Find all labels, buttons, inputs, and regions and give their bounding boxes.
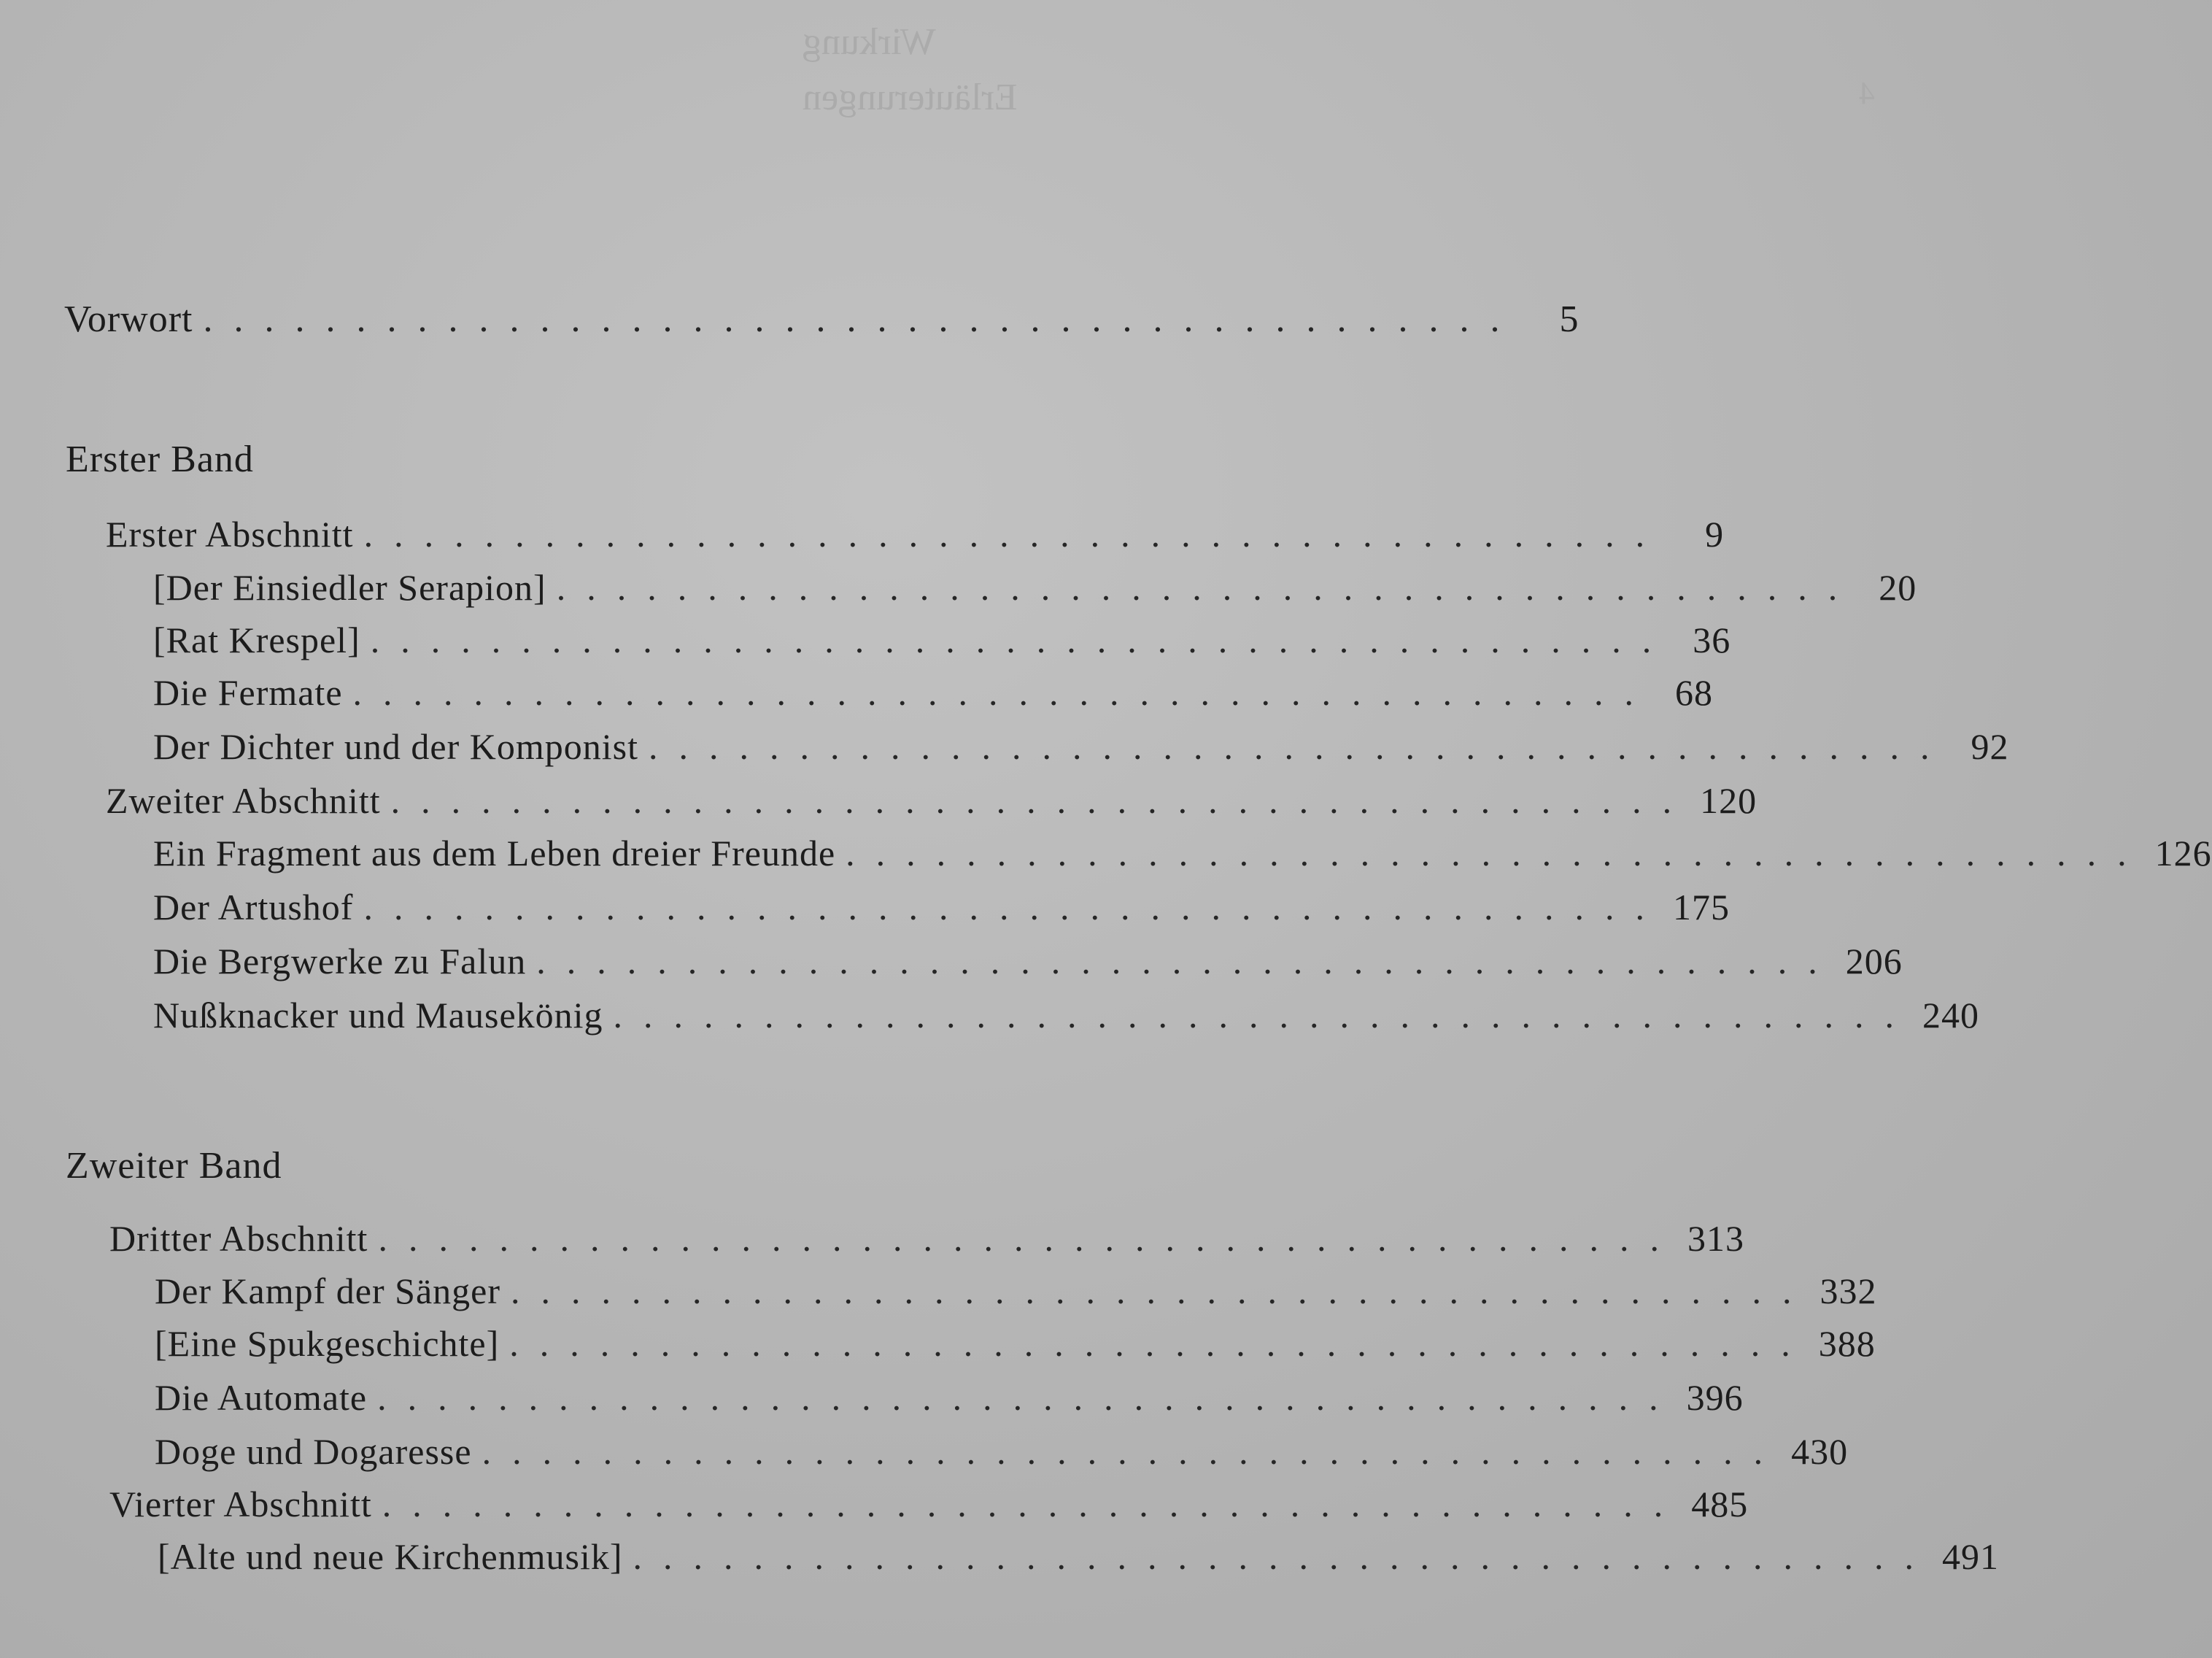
toc-entry-page: 20 (1879, 567, 1917, 608)
leader-dots: ........................................... (377, 1377, 1679, 1418)
toc-entry-page: 491 (1942, 1536, 2000, 1577)
toc-entry-page: 332 (1820, 1271, 1877, 1311)
toc-entry-page: 240 (1922, 995, 1980, 1036)
toc-entry-title: Der Artushof (153, 887, 354, 928)
toc-entry-vorwort (64, 298, 1579, 341)
toc-entry-page: 68 (1675, 672, 1714, 713)
toc-entry-title: Der Dichter und der Komponist (153, 726, 638, 767)
toc-entry-title: [Der Einsiedler Serapion] (153, 567, 546, 608)
leader-dots: ........................................... (363, 887, 1666, 928)
toc-section-entry (109, 1483, 1749, 1525)
toc-entry-title: Ein Fragment aus dem Leben dreier Freunde (153, 833, 836, 874)
volume-heading-erster-band: Erster Band (66, 439, 254, 480)
toc-entry (155, 1430, 1849, 1473)
leader-dots: ........................................... (352, 672, 1655, 713)
toc-entry-page: 126 (2154, 833, 2212, 874)
toc-section-entry (106, 513, 1725, 555)
leader-dots: ........................................... (390, 780, 1693, 821)
toc-entry (155, 1270, 1877, 1312)
toc-entry-page: 120 (1700, 780, 1757, 821)
toc-entry (153, 725, 2009, 768)
bleed-through-line: Erläuterungen (803, 77, 1018, 118)
leader-dots: ........................................... (613, 995, 1916, 1036)
toc-entry-title: Nußknacker und Mausekönig (153, 995, 603, 1036)
toc-entry-page: 175 (1672, 887, 1730, 928)
toc-entry-title: Der Kampf der Sänger (155, 1271, 500, 1311)
bleed-through-line: Wirkung (803, 21, 936, 63)
toc-entry (153, 566, 1917, 609)
leader-dots: ........................................... (382, 1484, 1685, 1524)
toc-entry-title: Dritter Abschnitt (109, 1218, 368, 1259)
leader-dots: ........................................... (510, 1271, 1813, 1311)
toc-entry (153, 619, 1731, 661)
toc-entry-title: Die Automate (155, 1377, 368, 1418)
toc-entry-title: Die Bergwerke zu Falun (153, 941, 527, 982)
leader-dots: ........................................... (370, 620, 1673, 660)
toc-entry-title: Erster Abschnitt (106, 514, 354, 555)
toc-entry-page: 5 (1559, 298, 1579, 340)
toc-section-entry (106, 779, 1757, 822)
bleed-through-text (803, 15, 1875, 126)
toc-entry-page: 313 (1687, 1218, 1744, 1259)
toc-entry (153, 940, 1903, 982)
toc-entry-page: 388 (1818, 1323, 1876, 1364)
toc-entry-page: 36 (1693, 620, 1731, 660)
toc-entry (153, 994, 1980, 1036)
toc-entry-title: Vorwort (64, 298, 193, 340)
leader-dots: ........................................... (482, 1431, 1784, 1472)
toc-entry (155, 1376, 1744, 1419)
toc-entry-page: 206 (1845, 941, 1903, 982)
leader-dots: ........................................... (378, 1218, 1680, 1259)
leader-dots: ........................................... (509, 1323, 1811, 1364)
toc-entry-title: [Eine Spukgeschichte] (155, 1323, 500, 1364)
leader-dots: ........................................... (633, 1536, 1936, 1577)
toc-entry (153, 671, 1714, 714)
toc-entry (153, 886, 1730, 928)
leader-dots: ........................................... (363, 514, 1666, 555)
toc-entry-page: 430 (1791, 1431, 1849, 1472)
toc-section-entry (109, 1217, 1744, 1260)
toc-entry-page: 485 (1691, 1484, 1749, 1524)
toc-entry-title: [Rat Krespel] (153, 620, 360, 660)
bleed-through-page: 4 (1859, 75, 1875, 111)
toc-entry-page: 92 (1971, 726, 2009, 767)
toc-entry-title: Die Fermate (153, 672, 343, 713)
toc-entry (153, 832, 2212, 874)
toc-entry-title: [Alte und neue Kirchenmusik] (158, 1536, 623, 1577)
toc-entry-title: Zweiter Abschnitt (106, 780, 381, 821)
leader-dots: ........................................... (556, 567, 1859, 608)
toc-entry-page: 9 (1705, 514, 1725, 555)
volume-heading-zweiter-band: Zweiter Band (66, 1145, 282, 1187)
leader-dots: ........................................... (846, 833, 2148, 874)
toc-entry-page: 396 (1686, 1377, 1744, 1418)
toc-entry-title: Doge und Dogaresse (155, 1431, 472, 1472)
leader-dots: ........................................... (648, 726, 1951, 767)
toc-entry (155, 1322, 1876, 1365)
toc-entry-title: Vierter Abschnitt (109, 1484, 372, 1524)
leader-dots: ........................................... (536, 941, 1838, 982)
toc-entry (158, 1535, 2000, 1578)
leader-dots: ........................................... (203, 298, 1521, 340)
